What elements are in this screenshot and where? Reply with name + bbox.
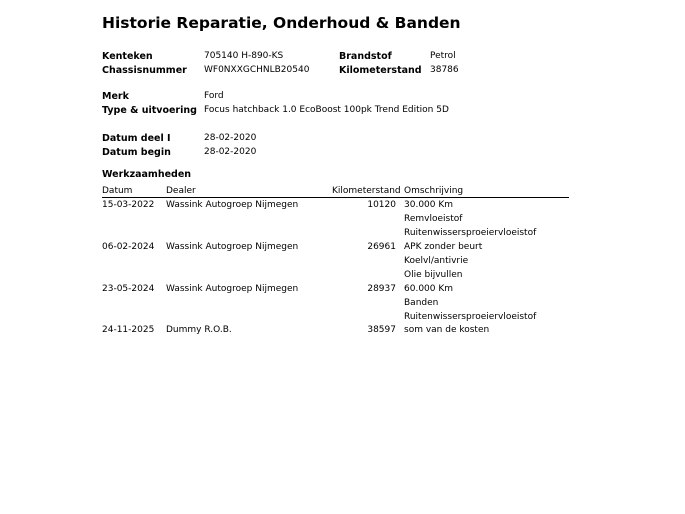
row-dealer: Wassink Autogroep Nijmegen [166, 284, 299, 294]
row-date: 15-03-2022 [102, 200, 155, 210]
row-kilometerstand: 26961 [367, 242, 396, 252]
chassisnummer-value: WF0NXXGCHNLB20540 [204, 65, 310, 75]
row-description: Ruitenwissersproeiervloeistof [404, 228, 537, 238]
header-divider [102, 197, 569, 198]
kenteken-label: Kenteken [102, 51, 153, 62]
col-header-dealer: Dealer [166, 186, 196, 196]
datum-begin-label: Datum begin [102, 147, 171, 158]
row-dealer: Wassink Autogroep Nijmegen [166, 200, 299, 210]
row-description: 30.000 Km [404, 200, 454, 210]
kilometerstand-label: Kilometerstand [339, 65, 422, 76]
page-title: Historie Reparatie, Onderhoud & Banden [102, 14, 461, 32]
row-dealer: Wassink Autogroep Nijmegen [166, 242, 299, 252]
datum-deel-value: 28-02-2020 [204, 133, 257, 143]
row-description: Koelvl/antivrie [404, 256, 469, 266]
row-description: APK zonder beurt [404, 242, 483, 252]
col-header-datum: Datum [102, 186, 133, 196]
col-header-omschrijving: Omschrijving [404, 186, 464, 196]
type-uitvoering-value: Focus hatchback 1.0 EcoBoost 100pk Trend Edition 5D [204, 105, 449, 115]
werkzaamheden-heading: Werkzaamheden [102, 169, 192, 180]
merk-value: Ford [204, 91, 224, 101]
row-description: som van de kosten [404, 325, 490, 335]
chassisnummer-label: Chassisnummer [102, 65, 187, 76]
row-description: Remvloeistof [404, 214, 463, 224]
row-description: Olie bijvullen [404, 270, 463, 280]
row-date: 06-02-2024 [102, 242, 155, 252]
type-uitvoering-label: Type & uitvoering [102, 105, 197, 116]
row-description: Banden [404, 298, 439, 308]
brandstof-value: Petrol [430, 51, 456, 61]
row-kilometerstand: 28937 [367, 284, 396, 294]
row-description: 60.000 Km [404, 284, 454, 294]
brandstof-label: Brandstof [339, 51, 392, 62]
row-dealer: Dummy R.O.B. [166, 325, 232, 335]
row-date: 23-05-2024 [102, 284, 155, 294]
datum-begin-value: 28-02-2020 [204, 147, 257, 157]
row-description: Ruitenwissersproeiervloeistof [404, 312, 537, 322]
merk-label: Merk [102, 91, 129, 102]
kilometerstand-value: 38786 [430, 65, 459, 75]
row-kilometerstand: 38597 [367, 325, 396, 335]
kenteken-value: 705140 H-890-KS [204, 51, 284, 61]
row-date: 24-11-2025 [102, 325, 155, 335]
datum-deel-label: Datum deel I [102, 133, 171, 144]
row-kilometerstand: 10120 [367, 200, 396, 210]
col-header-kilometerstand: Kilometerstand [332, 186, 401, 196]
